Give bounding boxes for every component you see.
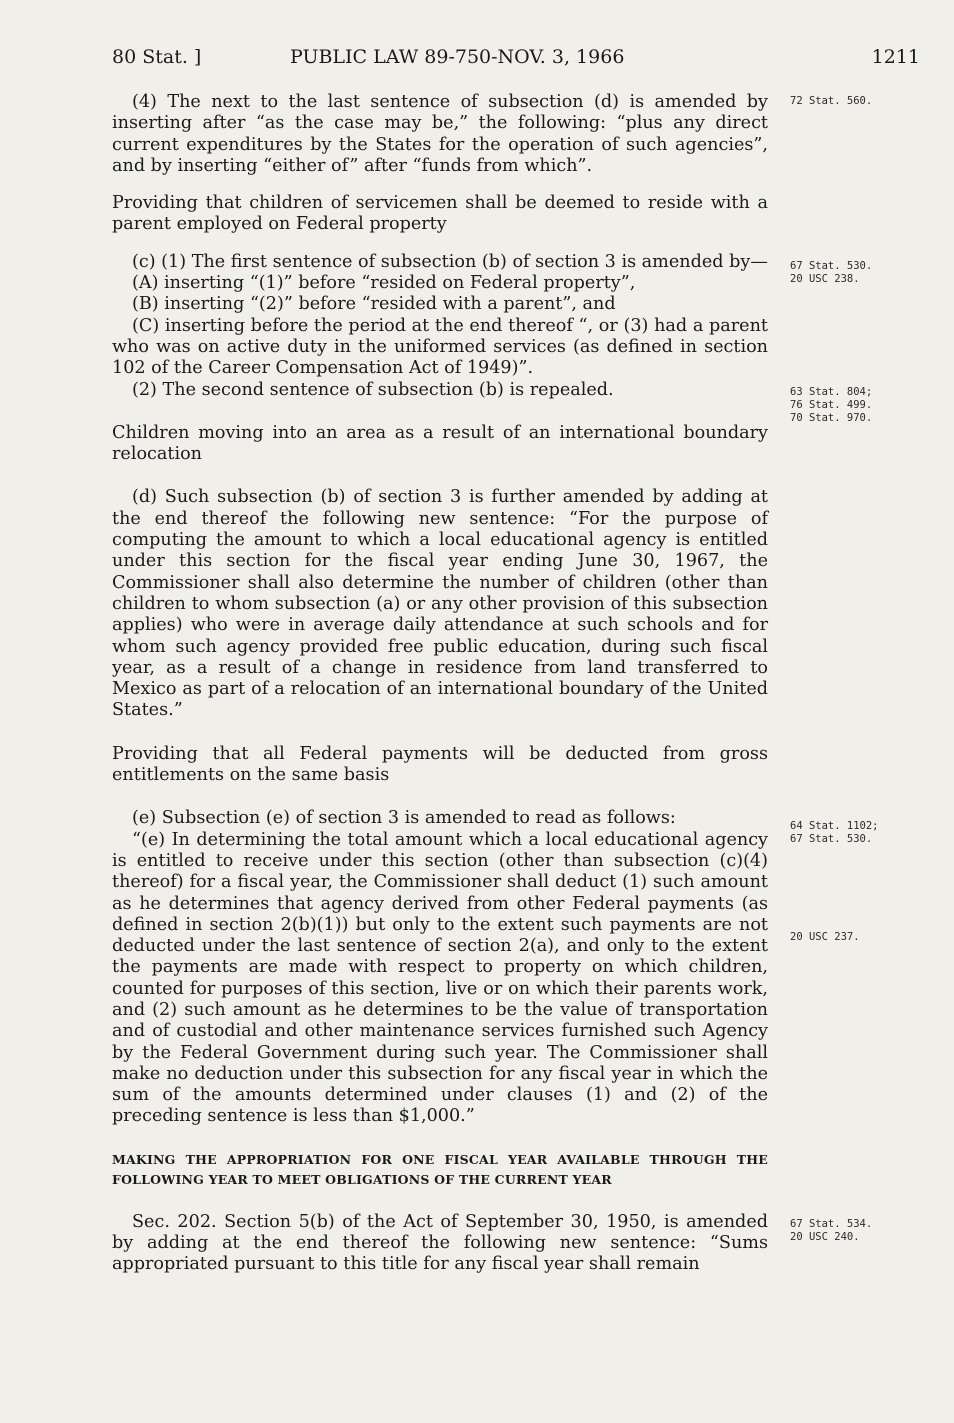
paragraph-e2: “(e) In determining the total amount which a local educational agency is entitled to receive under this section (other than subsection (c)(4) thereof) for a fiscal year, the Commissioner shall deduct (1) such amount as he determines that agency derived from other Federal payments (as defined in section 2(b)(1)) but only to the extent such payments are not deducted under the last sentence of section 2(a), and only to the extent the payments are made with respect to property on which children, counted for purposes of this section, live or on which their parents work, and (2) such amount as he determines to be the value of transportation and of custodial and other maintenance services furnished such Agency by the Federal Government during such year. The Commissioner shall make no deduction under this subsection for any fiscal year in which the sum of the amounts determined under clauses (1) and (2) of the preceding sentence is less than $1,000.” (112, 829, 768, 1127)
section-heading-caps: MAKING THE APPROPRIATION FOR ONE FISCAL YEAR AVAILABLE THROUGH THE FOLLOWING YEAR TO MEET OBLIGATIONS OF THE CURRENT YEAR (112, 1151, 768, 1187)
margin-citation: 67 Stat. 530. 20 USC 238. (790, 260, 873, 285)
paragraph-cA: (A) inserting “(1)” before “resided on Federal property”, (132, 273, 636, 294)
paragraph-cC: (C) inserting before the period at the end thereof “, or (3) had a parent who was on active duty in the uniformed services (as defined in section 102 of the Career Compensation Act of 1949)”. (112, 315, 768, 379)
section-heading: Providing that children of servicemen shall be deemed to reside with a parent employed on Federal property (112, 193, 768, 235)
document-body (112, 92, 768, 1276)
paragraph-c1: (c) (1) The first sentence of subsection (b) of section 3 is amended by— (132, 251, 768, 272)
paragraph-c2: (2) The second sentence of subsection (b) is repealed. (132, 379, 614, 400)
paragraph-d: (d) Such subsection (b) of section 3 is further amended by adding at the end thereof the following new sentence: “For the purpose of computing the amount to which a local educational agency is entitled under this section for the fiscal year ending June 30, 1967, the Commissioner shall also determine the number of children (other than children to whom subsection (a) or any other provision of this subsection applies) who were in average daily attendance at such schools and for whom such agency provided free public education, during such fiscal year, as a result of a change in residence from land transferred to Mexico as part of a relocation of an international boundary of the United States.” (112, 487, 768, 721)
margin-citation: 72 Stat. 560. (790, 95, 873, 107)
margin-citation: 63 Stat. 804; 76 Stat. 499. 70 Stat. 970. (790, 386, 873, 424)
paragraph-e1: (e) Subsection (e) of section 3 is amended to read as follows: (132, 808, 676, 829)
paragraph-sec-202: Sec. 202. Section 5(b) of the Act of September 30, 1950, is amended by adding at the end thereof the following new sentence: “Sums appropriated pursuant to this title for any fiscal year shall remain (112, 1211, 768, 1275)
running-header (112, 46, 920, 74)
paragraph-cB: (B) inserting “(2)” before “resided with a parent”, and (132, 294, 616, 315)
margin-citation: 67 Stat. 534. 20 USC 240. (790, 1218, 873, 1243)
paragraph-4: (4) The next to the last sentence of subsection (d) is amended by inserting after “as the case may be,” the following: “plus any direct current expenditures by the States for the operation of such agencies”, and by inserting “either of” after “funds from which”. (112, 92, 768, 176)
header-statute-volume: 80 Stat. ] (112, 46, 202, 68)
page-number: 1211 (871, 46, 920, 68)
header-law-title: PUBLIC LAW 89-750-NOV. 3, 1966 (290, 46, 625, 68)
section-heading: Providing that all Federal payments will be deducted from gross entitlements on the same basis (112, 743, 768, 786)
margin-citation: 20 USC 237. (790, 931, 860, 943)
margin-citation: 64 Stat. 1102; 67 Stat. 530. (790, 820, 879, 845)
section-heading: Children moving into an area as a result of an international boundary relocation (112, 422, 768, 465)
